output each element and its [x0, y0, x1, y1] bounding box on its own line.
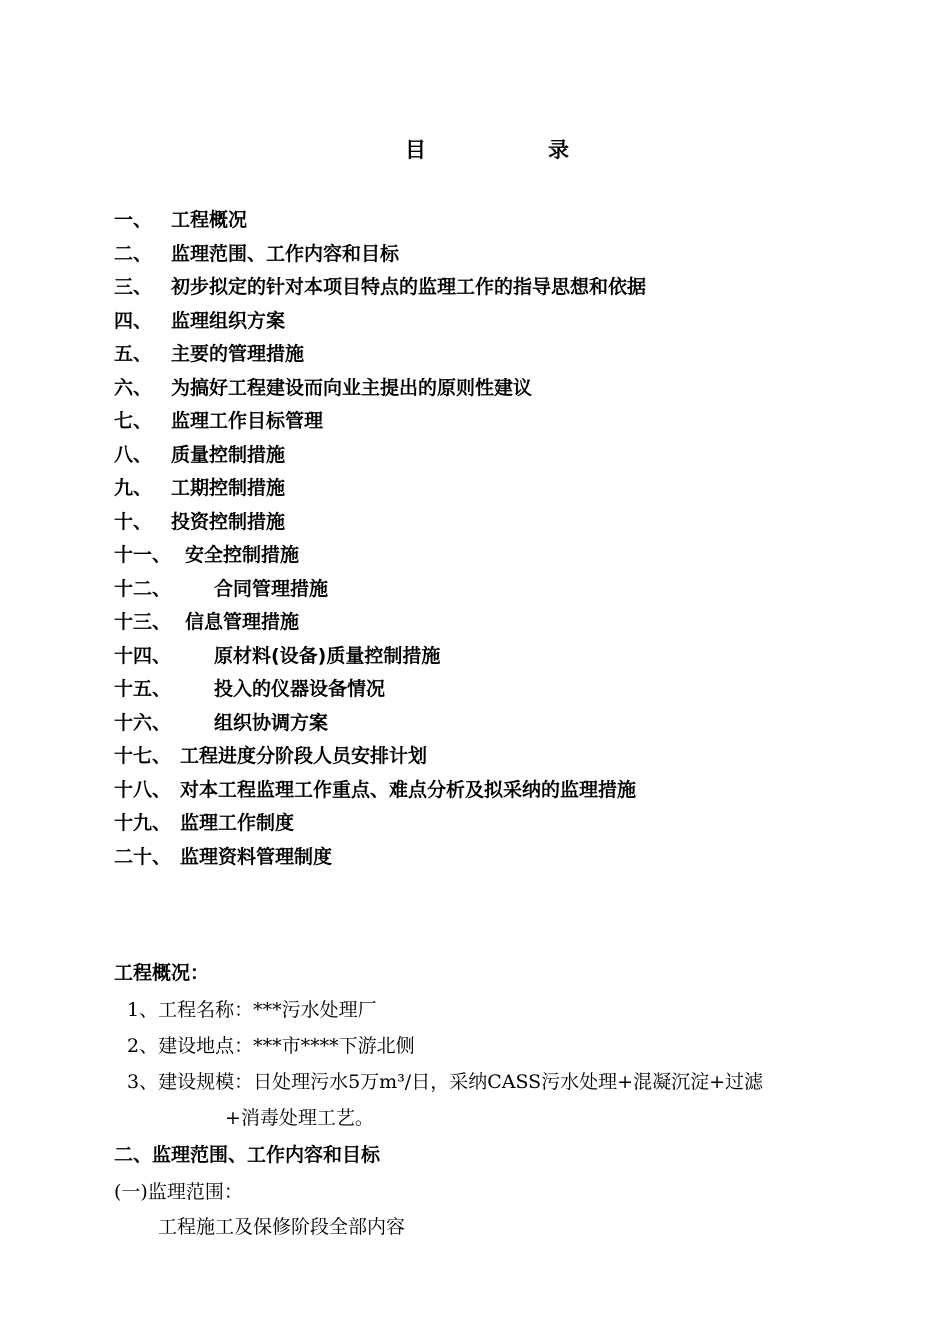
toc-item-number: 十六、 [114, 711, 172, 734]
toc-item-label: 组织协调方案 [214, 711, 329, 734]
toc-item [114, 775, 636, 805]
toc-item-label: 安全控制措施 [185, 544, 300, 566]
toc-item [114, 272, 646, 302]
title-char-1: 目 [405, 138, 426, 162]
toc-item [114, 306, 285, 336]
toc-item-number: 三、 [114, 276, 153, 298]
toc-item-label: 为搞好工程建设而向业主提出的原则性建议 [171, 376, 533, 399]
toc-item [114, 842, 332, 872]
title-char-2: 录 [548, 138, 569, 162]
section1-item-2: 2、建设地点：***市****下游北侧 [127, 1035, 415, 1057]
toc-item [114, 574, 328, 604]
toc-item-number: 六、 [114, 376, 153, 399]
toc-item-number: 十二、 [114, 577, 172, 600]
section1-item-3: 3、建设规模：日处理污水5万m³/日，采纳CASS污水处理+混凝沉淀+过滤 [127, 1071, 764, 1093]
toc-item-number: 十八、 [114, 778, 172, 801]
toc-item-number: 十、 [114, 510, 153, 533]
toc-item-number: 五、 [114, 343, 153, 365]
toc-item [114, 540, 299, 570]
toc-item [114, 674, 385, 704]
toc-item [114, 641, 440, 671]
toc-item [114, 406, 323, 436]
toc-item-number: 七、 [114, 410, 153, 432]
toc-item [114, 373, 532, 403]
section2-sub-heading: (一)监理范围： [114, 1181, 243, 1203]
toc-item-number: 二、 [114, 242, 153, 265]
toc-item-label: 工期控制措施 [171, 477, 286, 499]
toc-item [114, 440, 285, 470]
toc-item [114, 339, 304, 369]
section1-heading: 工程概况： [114, 962, 210, 984]
toc-item-label: 工程概况 [171, 209, 248, 231]
toc-item-number: 八、 [114, 443, 153, 466]
toc-title [0, 134, 950, 164]
toc-item-label: 主要的管理措施 [171, 343, 305, 365]
toc-item-number: 一、 [114, 209, 153, 231]
toc-item [114, 239, 399, 269]
toc-item [114, 607, 299, 637]
section1-item-3-continuation: +消毒处理工艺。 [225, 1107, 374, 1129]
toc-item-label: 监理工作目标管理 [171, 410, 324, 432]
toc-item-number: 十九、 [114, 812, 172, 834]
toc-item-number: 十一、 [114, 544, 172, 566]
toc-item-number: 二十、 [114, 845, 172, 868]
toc-item [114, 507, 285, 537]
section2-text: 工程施工及保修阶段全部内容 [158, 1216, 406, 1238]
toc-item-number: 九、 [114, 477, 153, 499]
toc-item-label: 监理工作制度 [180, 812, 295, 834]
toc-item-label: 对本工程监理工作重点、难点分析及拟采纳的监理措施 [180, 778, 637, 801]
toc-item-label: 监理资料管理制度 [180, 845, 333, 868]
toc-item-label: 工程进度分阶段人员安排计划 [180, 745, 428, 767]
toc-item-label: 监理范围、工作内容和目标 [171, 242, 400, 265]
toc-item-label: 原材料(设备)质量控制措施 [214, 644, 441, 667]
toc-item [114, 473, 285, 503]
toc-item [114, 205, 247, 235]
toc-item-number: 十四、 [114, 644, 172, 667]
toc-item-label: 监理组织方案 [171, 309, 286, 332]
toc-item [114, 708, 328, 738]
toc-item-number: 十五、 [114, 678, 172, 700]
toc-item-label: 合同管理措施 [214, 577, 329, 600]
toc-item [114, 741, 427, 771]
toc-item [114, 808, 294, 838]
toc-item-label: 质量控制措施 [171, 443, 286, 466]
section2-heading: 二、监理范围、工作内容和目标 [114, 1144, 381, 1166]
toc-item-number: 四、 [114, 309, 153, 332]
toc-item-label: 投入的仪器设备情况 [214, 678, 386, 700]
section1-item-1: 1、工程名称：***污水处理厂 [127, 999, 377, 1021]
toc-item-label: 投资控制措施 [171, 510, 286, 533]
toc-item-label: 初步拟定的针对本项目特点的监理工作的指导思想和依据 [171, 276, 647, 298]
toc-item-number: 十七、 [114, 745, 172, 767]
toc-item-label: 信息管理措施 [185, 611, 300, 633]
toc-item-number: 十三、 [114, 611, 172, 633]
